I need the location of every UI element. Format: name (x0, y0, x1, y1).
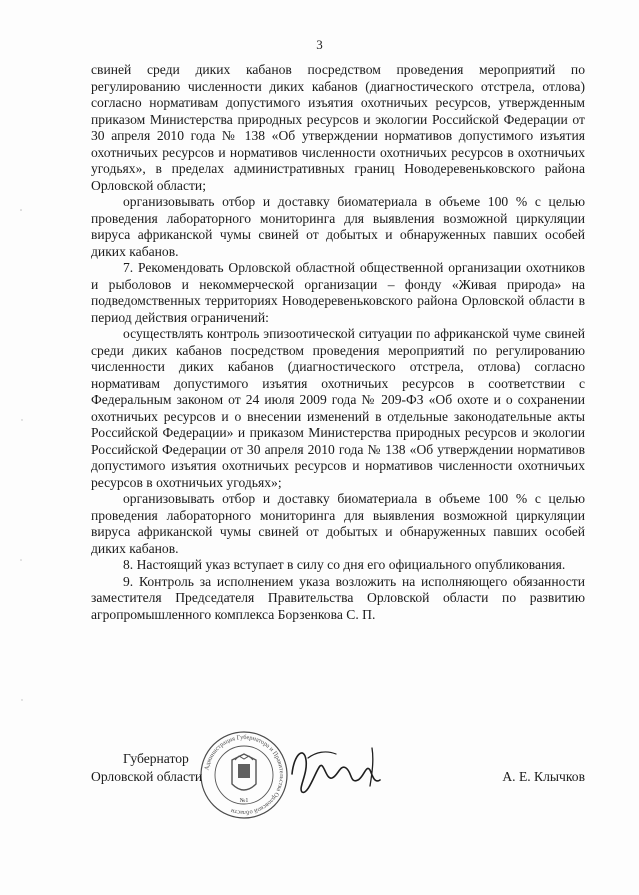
paragraph: организовывать отбор и доставку биоматериала в объеме 100 % с целью проведения лабораторного мониторинга для выявления возможной циркуляции вируса африканской чумы свиней от добытых и обнаруженных павших особей диких кабанов. (91, 194, 585, 259)
paragraph: осуществлять контроль эпизоотической ситуации по африканской чуме свиней среди диких кабанов посредством проведения мероприятий по регулированию численности диких кабанов (диагностического отстрела, отлова) согласно нормативам допустимого изъятия охотничьих ресурсов в соответствии с Федеральным законом от 24 июля 2009 года № 209-ФЗ «Об охоте и о сохранении охотничьих ресурсов и о внесении изменений в отдельные законодательные акты Российской Федерации» и приказом Министерства природных ресурсов и экологии Российской Федерации от 30 апреля 2010 года № 138 «Об утверждении нормативов допустимого изъятия охотничьих ресурсов и нормативов численности охотничьих ресурсов в охотничьих угодьях»; (91, 326, 585, 490)
paragraph: 9. Контроль за исполнением указа возложить на исполняющего обязанности заместителя Председателя Правительства Орловской области по развитию агропромышленного комплекса Борзенкова С. П. (91, 573, 585, 622)
signatory-title-line-2: Орловской области (91, 769, 203, 784)
document-body (91, 62, 585, 623)
paragraph: 8. Настоящий указ вступает в силу со дня его официального опубликования. (123, 557, 566, 572)
official-seal-icon (199, 730, 289, 820)
paragraph: свиней среди диких кабанов посредством проведения мероприятий по регулированию численности диких кабанов (диагностического отстрела, отлова) согласно нормативам допустимого изъятия охотничьих ресурсов, утвержденным приказом Министерства природных ресурсов и экологии Российской Федерации от 30 апреля 2010 года № 138 «Об утверждении нормативов допустимого изъятия охотничьих ресурсов и нормативов численности охотничьих ресурсов в охотничьих угодьях», в пределах административных границ Новодеревеньковского района Орловской области; (91, 62, 585, 193)
signatory-title-line-1: Губернатор (123, 751, 189, 766)
signature-block (91, 733, 585, 817)
signatory-name: А. Е. Клычков (502, 769, 585, 784)
paragraph: 7. Рекомендовать Орловской областной общественной организации охотников и рыболовов и некоммерческой организации – фонду «Живая природа» на подведомственных территориях Новодеревеньковского района Орловской области в период действия ограничений: (91, 260, 585, 325)
paragraph: организовывать отбор и доставку биоматериала в объеме 100 % с целью проведения лабораторного мониторинга для выявления возможной циркуляции вируса африканской чумы свиней от добытых и обнаруженных павших особей диких кабанов. (91, 491, 585, 556)
scan-margin-marks (18, 0, 26, 895)
svg-text:№1: №1 (239, 798, 249, 804)
svg-text:Администрация Губернатора и Пр: Администрация Губернатора и Правительства Орловской области (203, 733, 286, 817)
handwritten-signature (286, 740, 386, 798)
page-number: 3 (316, 37, 323, 52)
